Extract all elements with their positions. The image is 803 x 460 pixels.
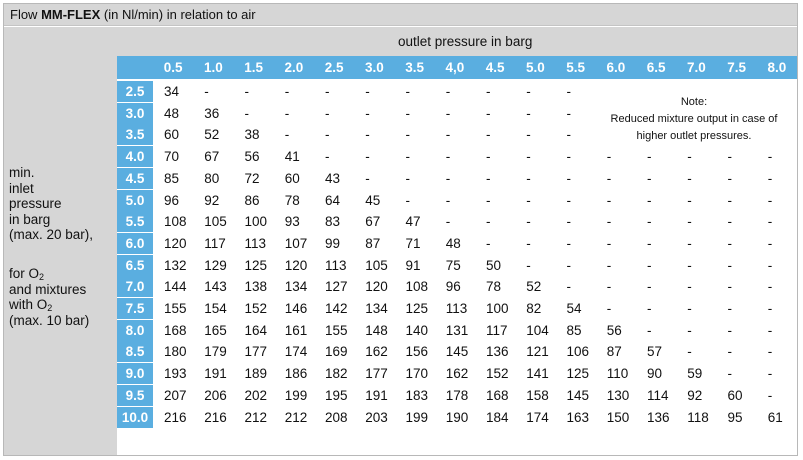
flow-value-cell: -: [566, 105, 571, 121]
flow-value-cell: 60: [727, 387, 743, 403]
inlet-pressure-header: 8.5: [117, 341, 153, 362]
outlet-pressure-label: outlet pressure in barg: [398, 34, 533, 49]
flow-value-cell: 208: [325, 409, 348, 425]
inlet-pressure-label: [9, 165, 93, 243]
outlet-pressure-header: 8.0: [757, 56, 797, 79]
flow-value-cell: -: [767, 192, 773, 208]
flow-value-cell: -: [486, 84, 491, 99]
flow-value-cell: 154: [204, 301, 227, 316]
flow-value-cell: 106: [566, 344, 590, 360]
oxygen-label-line: for $O_2$: [9, 266, 45, 282]
flow-value-cell: -: [365, 170, 370, 186]
flow-value-cell: 71: [405, 235, 421, 251]
flow-value-cell: 177: [365, 366, 388, 382]
flow-value-cell: 168: [486, 387, 509, 403]
flow-value-cell: 78: [486, 279, 502, 295]
flow-value-cell: -: [767, 214, 773, 230]
flow-value-cell: 108: [405, 279, 429, 295]
flow-value-cell: 120: [284, 257, 308, 273]
flow-value-cell: 193: [164, 366, 187, 382]
flow-value-cell: 96: [445, 279, 461, 295]
flow-value-cell: 142: [325, 301, 348, 316]
flow-value-cell: -: [767, 366, 773, 382]
flow-value-cell: -: [566, 192, 571, 208]
flow-value-cell: -: [767, 279, 773, 295]
flow-value-cell: -: [687, 322, 692, 338]
flow-value-cell: 169: [325, 344, 348, 360]
flow-value-cell: 136: [486, 344, 509, 360]
flow-value-cell: -: [566, 170, 571, 186]
outlet-pressure-header: 2.0: [274, 56, 314, 79]
flow-value-cell: 152: [244, 301, 268, 316]
note: [594, 94, 794, 145]
outlet-pressure-header: 6.5: [636, 56, 676, 79]
flow-value-cell: 174: [284, 344, 308, 360]
flow-value-cell: -: [647, 192, 652, 208]
flow-value-cell: 87: [365, 235, 381, 251]
flow-value-cell: -: [405, 105, 410, 121]
flow-value-cell: 52: [526, 279, 542, 295]
flow-value-cell: -: [566, 279, 571, 295]
flow-value-cell: 161: [284, 322, 308, 338]
flow-value-cell: -: [405, 170, 410, 186]
flow-value-cell: -: [606, 149, 612, 165]
flow-value-cell: 186: [284, 366, 308, 382]
flow-value-cell: 120: [365, 279, 388, 295]
flow-value-cell: -: [486, 127, 491, 143]
inlet-pressure-header: 5.0: [117, 190, 153, 211]
flow-value-cell: -: [244, 105, 249, 121]
outlet-pressure-header: 7.5: [717, 56, 757, 79]
flow-value-cell: 207: [164, 387, 187, 403]
outlet-pressure-header: 3.0: [354, 56, 394, 79]
flow-value-cell: 38: [244, 127, 260, 143]
flow-value-cell: 54: [566, 301, 582, 316]
flow-value-cell: -: [647, 301, 652, 316]
flow-value-cell: 191: [204, 366, 227, 382]
flow-value-cell: -: [445, 127, 451, 143]
flow-value-cell: 145: [445, 344, 469, 360]
flow-value-cell: -: [365, 84, 370, 99]
inlet-pressure-header: 2.5: [117, 81, 153, 102]
outlet-pressure-header: 1.5: [234, 56, 274, 79]
flow-value-cell: 107: [284, 235, 308, 251]
flow-value-cell: -: [365, 105, 370, 121]
flow-value-cell: 182: [325, 366, 348, 382]
flow-value-cell: 48: [445, 235, 461, 251]
outlet-pressure-header: 1.0: [193, 56, 233, 79]
outlet-pressure-header: 4.5: [475, 56, 515, 79]
flow-value-cell: 155: [164, 301, 187, 316]
flow-value-cell: 127: [325, 279, 348, 295]
flow-value-cell: 179: [204, 344, 227, 360]
flow-value-cell: -: [566, 235, 571, 251]
inlet-pressure-header: 3.0: [117, 103, 153, 124]
flow-value-cell: -: [727, 192, 732, 208]
flow-value-cell: -: [687, 235, 692, 251]
outlet-pressure-header: 3.5: [395, 56, 435, 79]
flow-value-cell: 180: [164, 344, 187, 360]
flow-value-cell: 72: [244, 170, 260, 186]
flow-value-cell: 162: [445, 366, 469, 382]
inlet-label-line: in barg: [9, 211, 51, 227]
flow-value-cell: 90: [647, 366, 663, 382]
inlet-label-column: [4, 56, 117, 455]
flow-value-cell: 70: [164, 149, 180, 165]
flow-value-cell: 199: [405, 409, 429, 425]
flow-value-cell: -: [405, 149, 410, 165]
flow-value-cell: -: [767, 301, 773, 316]
flow-value-cell: 34: [164, 84, 180, 99]
flow-value-cell: -: [486, 105, 491, 121]
flow-value-cell: 189: [244, 366, 268, 382]
inlet-label-line: (max. 20 bar),: [9, 227, 94, 242]
inlet-pressure-header: 6.5: [117, 255, 153, 276]
note-text: higher outlet pressures.: [636, 130, 752, 142]
flow-value-cell: 134: [284, 279, 308, 295]
flow-value-cell: 60: [284, 170, 300, 186]
flow-value-cell: 45: [365, 192, 381, 208]
flow-value-cell: 67: [365, 214, 381, 230]
flow-value-cell: -: [647, 322, 652, 338]
flow-value-cell: 143: [204, 279, 227, 295]
flow-value-cell: -: [365, 127, 370, 143]
flow-value-cell: 158: [526, 387, 549, 403]
flow-value-cell: -: [606, 279, 612, 295]
flow-value-cell: -: [325, 149, 330, 165]
flow-value-cell: 132: [164, 257, 187, 273]
flow-value-cell: 50: [486, 257, 502, 273]
flow-value-cell: 60: [164, 127, 180, 143]
flow-value-cell: 83: [325, 214, 341, 230]
flow-value-cell: 105: [365, 257, 388, 273]
flow-value-cell: 92: [687, 387, 703, 403]
flow-value-cell: 148: [365, 322, 388, 338]
outlet-header-row: [4, 27, 797, 56]
flow-value-cell: -: [647, 235, 652, 251]
flow-value-cell: -: [767, 387, 773, 403]
inlet-pressure-header: 6.0: [117, 233, 153, 254]
oxygen-label-line: with $O_2$: [9, 297, 53, 313]
flow-value-cell: 216: [204, 409, 227, 425]
flow-value-cell: -: [486, 170, 491, 186]
inlet-label-line: inlet: [9, 180, 34, 196]
flow-value-cell: -: [445, 105, 451, 121]
flow-value-cell: -: [445, 214, 451, 230]
flow-value-cell: -: [486, 149, 491, 165]
flow-value-cell: 155: [325, 322, 348, 338]
inlet-pressure-header: 5.5: [117, 211, 153, 232]
flow-value-cell: -: [244, 84, 249, 99]
flow-value-cell: 131: [445, 322, 469, 338]
flow-value-cell: 163: [566, 409, 590, 425]
flow-value-cell: -: [647, 149, 652, 165]
flow-value-cell: -: [606, 257, 612, 273]
flow-value-cell: 177: [244, 344, 268, 360]
flow-value-cell: 212: [284, 409, 308, 425]
inlet-pressure-header: 8.0: [117, 320, 153, 341]
note-title: Note:: [680, 96, 708, 108]
flow-value-cell: 162: [365, 344, 388, 360]
flow-value-cell: -: [325, 105, 330, 121]
flow-value-cell: -: [687, 344, 692, 360]
flow-value-cell: 99: [325, 235, 341, 251]
flow-value-cell: -: [284, 105, 290, 121]
flow-value-cell: -: [687, 279, 692, 295]
oxygen-label-line: and mixtures: [9, 281, 87, 297]
inlet-label-line: pressure: [9, 196, 62, 211]
flow-value-cell: -: [647, 257, 652, 273]
title-prefix: Flow: [10, 7, 42, 22]
flow-value-cell: -: [767, 235, 773, 251]
flow-value-cell: 165: [204, 322, 227, 338]
flow-value-cell: 150: [606, 409, 630, 425]
flow-value-cell: 87: [606, 344, 622, 360]
header-corner: [117, 56, 153, 79]
flow-value-cell: -: [767, 322, 773, 338]
inlet-pressure-header: 7.0: [117, 276, 153, 297]
flow-value-cell: 82: [526, 301, 542, 316]
flow-value-cell: 36: [204, 105, 220, 121]
flow-value-cell: 156: [405, 344, 429, 360]
flow-value-cell: -: [486, 235, 491, 251]
flow-value-cell: 113: [244, 235, 267, 251]
table-title: [4, 4, 797, 26]
flow-value-cell: 75: [445, 257, 461, 273]
flow-value-cell: 85: [566, 322, 582, 338]
flow-value-cell: -: [687, 170, 692, 186]
flow-value-cell: 108: [164, 214, 187, 230]
inlet-pressure-header: 4.0: [117, 146, 153, 167]
inlet-pressure-header: 4.5: [117, 168, 153, 189]
flow-value-cell: -: [687, 149, 692, 165]
flow-value-cell: -: [687, 301, 692, 316]
flow-value-cell: -: [526, 170, 531, 186]
flow-value-cell: -: [727, 257, 732, 273]
flow-value-cell: -: [566, 149, 571, 165]
flow-value-cell: 86: [244, 192, 260, 208]
flow-value-cell: -: [445, 170, 451, 186]
flow-value-cell: -: [606, 301, 612, 316]
flow-value-cell: 130: [606, 387, 630, 403]
flow-value-cell: 61: [767, 409, 783, 425]
flow-value-cell: 183: [405, 387, 429, 403]
flow-value-cell: 144: [164, 279, 187, 295]
inlet-pressure-header: 9.0: [117, 363, 153, 384]
flow-value-cell: 110: [606, 366, 629, 382]
flow-value-cell: 41: [284, 149, 300, 165]
flow-value-cell: 206: [204, 387, 227, 403]
flow-value-cell: -: [486, 214, 491, 230]
flow-value-cell: 146: [284, 301, 308, 316]
flow-value-cell: 178: [445, 387, 469, 403]
flow-value-cell: 93: [284, 214, 300, 230]
flow-value-cell: -: [606, 235, 612, 251]
flow-value-cell: -: [566, 127, 571, 143]
flow-value-cell: 57: [647, 344, 663, 360]
flow-value-cell: -: [606, 214, 612, 230]
flow-value-cell: 56: [244, 149, 260, 165]
flow-value-cell: 121: [526, 344, 549, 360]
flow-value-cell: 43: [325, 170, 341, 186]
flow-value-cell: 96: [164, 192, 180, 208]
note-text: Reduced mixture output in case of: [610, 113, 778, 125]
flow-value-cell: 129: [204, 257, 227, 273]
flow-value-cell: 100: [244, 214, 268, 230]
outlet-pressure-header: 0.5: [153, 56, 193, 79]
flow-value-cell: -: [767, 257, 773, 273]
flow-value-cell: 91: [405, 257, 421, 273]
flow-value-cell: 78: [284, 192, 300, 208]
flow-value-cell: 80: [204, 170, 220, 186]
flow-value-cell: 145: [566, 387, 590, 403]
oxygen-label: [9, 266, 89, 328]
flow-value-cell: 202: [244, 387, 268, 403]
flow-value-cell: 140: [405, 322, 429, 338]
flow-value-cell: -: [526, 105, 531, 121]
flow-value-cell: -: [405, 192, 410, 208]
flow-value-cell: -: [647, 214, 652, 230]
flow-value-cell: -: [526, 127, 531, 143]
flow-value-cell: 212: [244, 409, 268, 425]
flow-value-cell: 164: [244, 322, 268, 338]
flow-value-cell: -: [566, 214, 571, 230]
flow-value-cell: -: [767, 170, 773, 186]
flow-value-cell: 113: [445, 301, 468, 316]
flow-value-cell: 184: [486, 409, 509, 425]
flow-table: [3, 3, 798, 456]
inlet-pressure-header: 10.0: [117, 407, 153, 428]
flow-value-cell: -: [526, 214, 531, 230]
flow-value-cell: -: [566, 84, 571, 99]
inlet-pressure-header: 7.5: [117, 298, 153, 319]
flow-value-cell: 136: [647, 409, 670, 425]
flow-value-cell: 125: [566, 366, 590, 382]
flow-value-cell: 170: [405, 366, 429, 382]
flow-value-cell: -: [767, 149, 773, 165]
flow-value-cell: -: [767, 344, 773, 360]
flow-value-cell: -: [727, 170, 732, 186]
flow-value-cell: -: [647, 170, 652, 186]
flow-value-cell: -: [204, 84, 209, 99]
flow-value-cell: 216: [164, 409, 187, 425]
flow-value-cell: -: [606, 170, 612, 186]
flow-value-cell: -: [445, 149, 451, 165]
flow-value-cell: 95: [727, 409, 743, 425]
flow-value-cell: -: [526, 257, 531, 273]
flow-value-cell: -: [526, 84, 531, 99]
flow-value-cell: 190: [445, 409, 469, 425]
flow-value-cell: -: [526, 192, 531, 208]
flow-value-cell: 59: [687, 366, 703, 382]
flow-value-cell: -: [284, 127, 290, 143]
flow-value-cell: 105: [204, 214, 227, 230]
flow-value-cell: -: [687, 192, 692, 208]
flow-value-cell: 118: [687, 409, 709, 425]
flow-value-cell: -: [526, 149, 531, 165]
flow-value-cell: -: [727, 149, 732, 165]
flow-value-cell: 117: [486, 322, 508, 338]
outlet-pressure-header: 6.0: [596, 56, 636, 79]
flow-value-cell: -: [727, 366, 732, 382]
flow-value-cell: -: [566, 257, 571, 273]
inlet-pressure-header: 3.5: [117, 124, 153, 145]
flow-value-cell: 113: [325, 257, 347, 273]
flow-value-cell: 191: [365, 387, 388, 403]
flow-value-cell: 56: [606, 322, 622, 338]
flow-value-cell: 138: [244, 279, 268, 295]
flow-value-cell: -: [727, 235, 732, 251]
inlet-label-line: min.: [9, 165, 35, 180]
flow-value-cell: -: [647, 279, 652, 295]
flow-value-cell: -: [727, 344, 732, 360]
flow-value-cell: 141: [526, 366, 549, 382]
flow-value-cell: -: [445, 84, 451, 99]
flow-value-cell: -: [727, 322, 732, 338]
flow-value-cell: -: [687, 257, 692, 273]
flow-value-cell: 85: [164, 170, 180, 186]
flow-value-cell: 47: [405, 214, 421, 230]
outlet-pressure-header: 7.0: [676, 56, 716, 79]
flow-value-cell: -: [526, 235, 531, 251]
flow-value-cell: -: [284, 84, 290, 99]
title-suffix: (in Nl/min) in relation to air: [100, 7, 256, 22]
flow-value-cell: 64: [325, 192, 341, 208]
flow-value-cell: 199: [284, 387, 308, 403]
flow-value-cell: 67: [204, 149, 220, 165]
flow-value-cell: 48: [164, 105, 180, 121]
flow-value-cell: -: [727, 279, 732, 295]
inlet-pressure-header: 9.5: [117, 385, 153, 406]
flow-value-cell: -: [486, 192, 491, 208]
flow-value-cell: 168: [164, 322, 187, 338]
flow-value-cell: -: [325, 84, 330, 99]
flow-value-cell: 152: [486, 366, 509, 382]
outlet-pressure-header: 5.5: [556, 56, 596, 79]
outlet-pressure-header: 4,0: [435, 56, 475, 79]
outlet-pressure-header: 5.0: [515, 56, 555, 79]
flow-value-cell: -: [606, 192, 612, 208]
flow-value-cell: -: [727, 214, 732, 230]
flow-value-cell: 114: [647, 387, 669, 403]
flow-value-cell: -: [687, 214, 692, 230]
flow-value-cell: -: [405, 84, 410, 99]
flow-value-cell: -: [727, 301, 732, 316]
title-product-name: MM-FLEX: [41, 7, 101, 22]
flow-value-cell: 203: [365, 409, 388, 425]
flow-value-cell: -: [325, 127, 330, 143]
flow-value-cell: 52: [204, 127, 220, 143]
flow-value-cell: 195: [325, 387, 348, 403]
flow-value-cell: 104: [526, 322, 549, 338]
flow-value-cell: 125: [244, 257, 268, 273]
flow-value-cell: 120: [164, 235, 187, 251]
flow-value-cell: -: [445, 192, 451, 208]
flow-value-cell: 134: [365, 301, 388, 316]
flow-value-cell: -: [405, 127, 410, 143]
flow-value-cell: 100: [486, 301, 509, 316]
flow-value-cell: 117: [204, 235, 226, 251]
flow-value-cell: 92: [204, 192, 220, 208]
flow-value-cell: 174: [526, 409, 549, 425]
flow-value-cell: 125: [405, 301, 429, 316]
flow-value-cell: -: [365, 149, 370, 165]
outlet-pressure-header: 2.5: [314, 56, 354, 79]
oxygen-label-line: (max. 10 bar): [9, 312, 90, 328]
